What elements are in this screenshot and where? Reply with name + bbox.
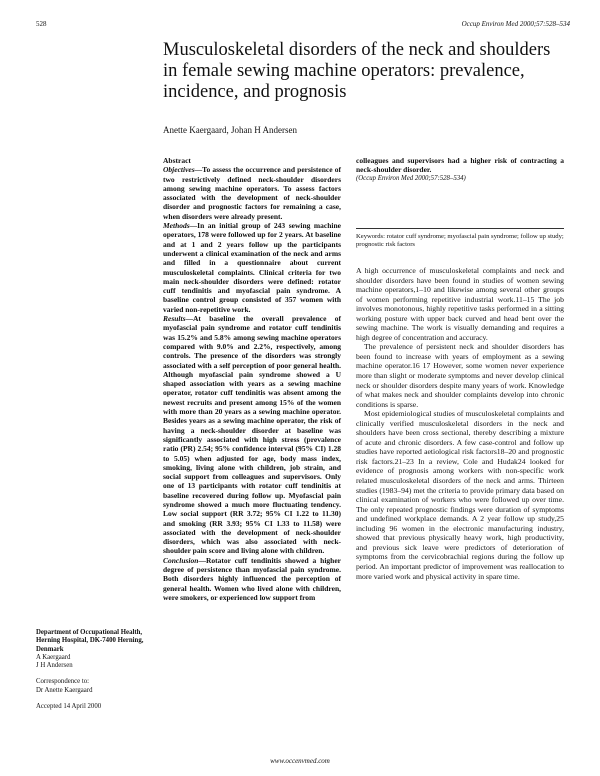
abstract-objectives [163, 165, 341, 221]
journal-citation: Occup Environ Med 2000;57:528–534 [461, 20, 570, 28]
abstract-citation: (Occup Environ Med 2000;57:528–534) [356, 174, 466, 182]
abstract-heading: Abstract [163, 156, 191, 165]
objectives-text: —To assess the occurrence and persistence of two restrictively defined neck-shoulder disorders among sewing machine operators. To assess factors associated with the development of neck-shoulder disorder and prognostic factors for remaining a case, when disorders were already present. [163, 165, 341, 221]
affiliation-author: A Kaergaard [36, 653, 71, 661]
affiliation-author: J H Andersen [36, 662, 73, 670]
body-paragraph: Most epidemiological studies of musculoskeletal complaints and clinically verified musculoskeletal disorders in the neck and shoulders have been cross sectional, thereby describing a mixture of acute and chronic disorders. A few case-control and follow up studies have reported aetiological risk factors18–20 and prognostic risk factors.21–23 In a review, Cole and Hudak24 looked for evidence of prognosis among workers with non-specific work related musculoskeletal disorders of the neck and arms. Thirteen studies (1983–94) met the criteria to provide primary data based on clinical examination of workers who were followed up over time. The only repeated prognostic findings were duration of symptoms and undefined workplace demands. A 2 year follow up study,25 including 96 women in the electronic manufacturing industry, showed that previous physically heavy work, high productivity, and previous sick leave were predictors of deterioration of symptoms from the cervicobrachial regions during the follow up period. An important predictor of improvement was reallocation to more varied work and physical activity in spare time. [356, 409, 564, 581]
article-body [356, 266, 564, 581]
affiliation [36, 629, 146, 711]
page-number: 528 [36, 20, 47, 28]
abstract-methods [163, 221, 341, 314]
body-paragraph: The prevalence of persistent neck and shoulder disorders has been found to increase with years of employment as a sewing machine operator.16 17 However, some women never experience more than slight or moderate symptoms and never develop clinical neck or shoulder disorders despite many years of work. Knowledge of what makes neck and shoulder complaints develop into chronic conditions is sparse. [356, 342, 564, 409]
objectives-label: Objectives [163, 165, 195, 175]
conclusion-label: Conclusion [163, 555, 199, 565]
keywords: Keywords: rotator cuff syndrome; myofascial pain syndrome; follow up study; prognostic risk factors [356, 233, 564, 249]
article-authors: Anette Kaergaard, Johan H Andersen [163, 125, 298, 135]
methods-label: Methods [163, 221, 190, 231]
abstract-conclusion [163, 556, 341, 602]
article-title: Musculoskeletal disorders of the neck and shoulders in female sewing machine operators: prevalence, incidence, and prognosis [163, 40, 551, 102]
abstract [163, 156, 341, 602]
accepted-date: Accepted 14 April 2000 [36, 703, 102, 711]
conclusion-text: —Rotator cuff tendinitis showed a higher degree of persistence than myofascial pain syndrome. Both disorders highly influenced the perception of general health. Women who lived alone with children, were smokers, or experienced low support from [163, 555, 341, 602]
methods-text: —In an initial group of 243 sewing machine operators, 178 were followed up for 2 years. At baseline and at 1 and 2 years follow up the participants underwent a clinical examination of the neck and arms and filled in a questionnaire about current musculoskeletal complaints. Clinical criteria for two main neck-shoulder disorders were defined: rotator cuff tendinitis and myofascial pain syndrome. A baseline control group consisted of 357 women with varied non-repetitive work. [163, 221, 341, 314]
abstract-results [163, 314, 341, 556]
correspondence-label: Correspondence to: [36, 678, 90, 686]
results-label: Results [163, 314, 186, 324]
abstract-citation-block [356, 156, 564, 183]
results-text: —At baseline the overall prevalence of myofascial pain syndrome and rotator cuff tendinitis was 15.2% and 5.8% among sewing machine operators compared with 9.0% and 2.2%, respectively, among controls. The presence of the disorders was strongly associated with a self perception of poor general health. Although myofascial pain syndrome showed a U shaped association with years as a sewing machine operator, rotator cuff tendinitis was absent among the newest recruits and present among 15% of the women with more than 20 years as a sewing machine operator. Besides years as a sewing machine operator, the risk of having a neck-shoulder disorder at baseline was significantly associated with high stress (prevalence ratio (PR) 2.54; 95% confidence interval (95% CI) 1.28 to 5.05) when adjusted for age, body mass index, smoking, living alone with children, job strain, and social support from colleagues and supervisors. Only one of 13 participants with rotator cuff tendinitis at baseline recovered during follow up. Myofascial pain syndrome showed a much more fluctuating tendency. Low social support (RR 3.72; 95% CI 1.22 to 11.30) and smoking (RR 3.93; 95% CI 1.33 to 11.58) were associated with the development of neck-shoulder disorders, which was also associated with neck-shoulder pain score and living alone with children. [163, 314, 341, 556]
conclusion-text-continued: colleagues and supervisors had a higher risk of contracting a neck-shoulder disorder. [356, 156, 564, 175]
keywords-divider [356, 228, 564, 229]
journal-url: www.occenvmed.com [270, 757, 330, 765]
correspondence-name: Dr Anette Kaergaard [36, 686, 93, 694]
body-paragraph: A high occurrence of musculoskeletal complaints and neck and shoulder disorders have been found in studies of women sewing machine operators,1–10 and likewise among several other groups of women performing repetitive industrial work.11–15 The job involves monotonous, highly repetitive tasks performed in a sitting working posture with upper back curved and head bent over the sewing machine. The work is visually demanding and requires a high degree of concentration and accuracy. [356, 266, 564, 342]
affiliation-department: Department of Occupational Health, Herning Hospital, DK-7400 Herning, Denmark [36, 629, 144, 653]
